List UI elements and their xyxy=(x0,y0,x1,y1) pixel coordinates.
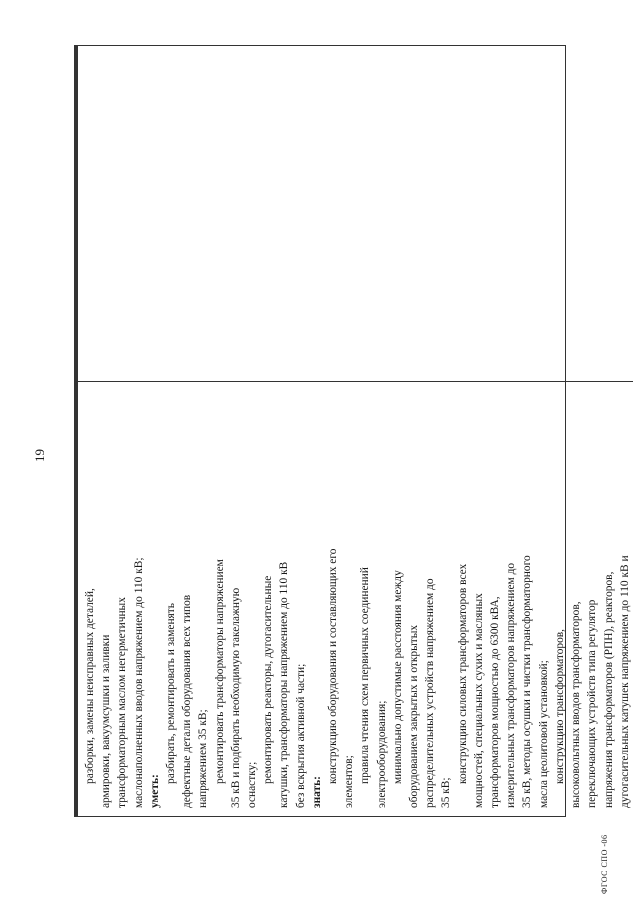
text-line: 35 кВ; xyxy=(440,777,453,808)
text-line: правила чтения схем первичных соединений xyxy=(359,567,372,784)
competency-table xyxy=(74,45,631,817)
text-line: напряжением 35 кВ; xyxy=(197,709,210,808)
text-line: разбирать, ремонтировать и заменять xyxy=(165,603,178,784)
text-line: дефектные детали оборудования всех типов xyxy=(181,594,194,808)
text-line: ремонтировать реакторы, дугогасительные xyxy=(262,575,275,784)
text-line: дугогасительных катушек напряжением до 110 кВ и xyxy=(618,555,631,808)
text-line: конструкцию силовых трансформаторов всех xyxy=(456,563,469,784)
requirements-text-cell xyxy=(78,381,633,816)
footer-document-code: ФГОС СПО -06 xyxy=(600,834,609,894)
section-heading: знать: xyxy=(310,776,323,808)
text-line: трансформаторов мощностью до 6300 кВА, xyxy=(489,596,502,808)
text-line: конструкцию трансформаторов, xyxy=(553,628,566,784)
text-line: масла цеолитовой установкой; xyxy=(537,660,550,808)
section-heading: уметь: xyxy=(148,774,161,808)
table-cell-empty xyxy=(78,46,633,381)
text-line: элементов; xyxy=(343,755,356,808)
text-line: армировки, вакуумсушки и заливки xyxy=(100,634,113,808)
table-row xyxy=(78,46,633,816)
text-line: маслонаполненных вводов напряжением до 110 кВ; xyxy=(132,557,145,808)
text-line: оборудованием закрытых и открытых xyxy=(408,624,421,808)
text-line: измерительных трансформаторов напряжением до xyxy=(505,562,518,808)
text-line: электрооборудования; xyxy=(375,700,388,808)
text-line: высоковольтных вводов трансформаторов, xyxy=(570,601,583,808)
text-line: трансформаторным маслом негерметичных xyxy=(116,597,129,808)
text-line: 35 кВ и подбирать необходимую такелажную xyxy=(229,587,242,808)
text-line: переключающих устройств типа регулятор xyxy=(586,599,599,808)
text-line: напряжения трансформаторов (РПН), реакторов, xyxy=(602,571,615,808)
page-number: 19 xyxy=(32,449,47,462)
text-line: оснастку; xyxy=(246,761,259,808)
text-line: мощностей, специальных сухих и масляных xyxy=(472,593,485,808)
text-line: разборки, замены неисправных деталей, xyxy=(84,588,96,784)
text-line: 35 кВ, методы осушки и чистки трансформаторного xyxy=(521,555,534,808)
text-line: конструкцию оборудования и составляющих его xyxy=(327,548,340,784)
text-line: распределительных устройств напряжением до xyxy=(424,578,437,808)
text-line: ремонтировать трансформаторы напряжением xyxy=(213,559,226,784)
text-line: без вскрытия активной части; xyxy=(294,663,307,808)
text-line: минимально допустимые расстояния между xyxy=(391,570,404,784)
text-line: катушки, трансформаторы напряжением до 110 кВ xyxy=(278,561,291,808)
